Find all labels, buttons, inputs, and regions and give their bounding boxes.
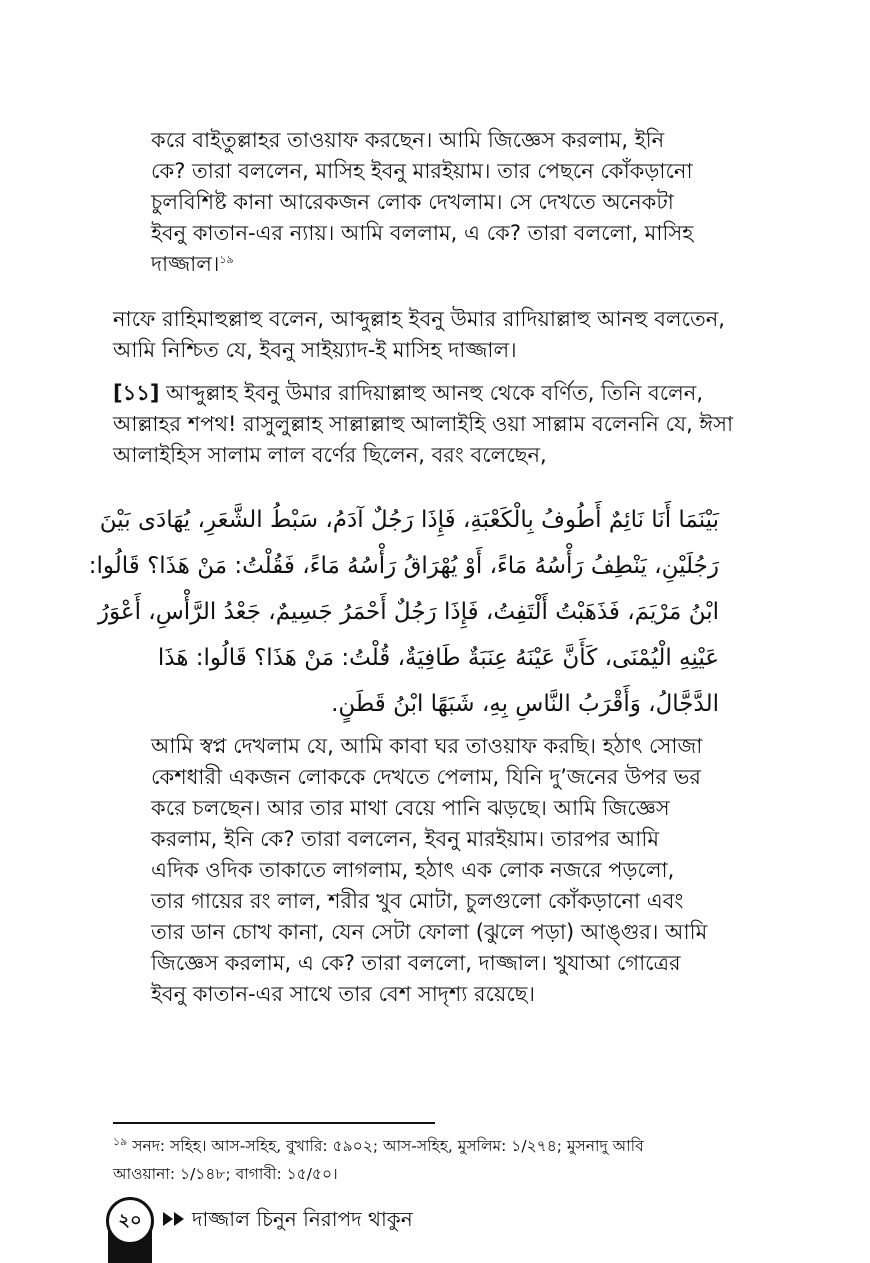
text-line: তার ডান চোখ কানা, যেন সেটা ফোলা (ঝুলে পড়া) আঙ্গুর। আমি	[151, 920, 708, 944]
text-line: তার গায়ের রং লাল, শরীর খুব মোটা, চুলগুলো কোঁকড়ানো এবং	[151, 889, 684, 913]
arabic-hadith-text	[88, 497, 719, 727]
double-chevron-right-icon	[162, 1211, 186, 1227]
text-line: ইবনু কাতান-এর ন্যায়। আমি বললাম, এ কে? তারা বললো, মাসিহ	[151, 221, 694, 245]
text-line: কেশধারী একজন লোককে দেখতে পেলাম, যিনি দু’জনের উপর ভর	[151, 765, 701, 789]
footnote-ref: ১৯	[219, 253, 234, 266]
arabic-line: الدَّجَّالُ، وَأَقْرَبُ النَّاسِ بِهِ، شَبَهًا ابْنُ قَطَنٍ.	[331, 691, 719, 717]
text-line: আল্লাহর শপথ! রাসুলুল্লাহ সাল্লাল্লাহু আলাইহি ওয়া সাল্লাম বলেননি যে, ঈসা	[113, 412, 734, 436]
footnote-line: আওয়ানা: ১/১৪৮; বাগাবী: ১৫/৫০।	[113, 1165, 338, 1183]
arabic-line: رَجُلَيْنِ، يَنْطِفُ رَأْسُهُ مَاءً، أَوْ يُهْرَاقُ رَأْسُهُ مَاءً، فَقُلْتُ: مَنْ هَذَا؟ قَالُوا:	[88, 553, 719, 579]
text-line: এদিক ওদিক তাকাতে লাগলাম, হঠাৎ এক লোক নজরে পড়লো,	[151, 858, 675, 882]
hadith-number: [১১]	[113, 381, 160, 405]
text-line-content: আব্দুল্লাহ ইবনু উমার রাদিয়াল্লাহু আনহু থেকে বর্ণিত, তিনি বলেন,	[159, 381, 704, 405]
footnote-text: সনদ: সহিহ। আস-সহিহ, বুখারি: ৫৯০২; আস-সহিহ, মুসলিম: ১/২৭৪; মুসনাদু আবি	[127, 1137, 644, 1155]
arabic-line: عَيْنِهِ الْيُمْنَى، كَأَنَّ عَيْنَهُ عِنَبَةٌ طَافِيَةٌ، قُلْتُ: مَنْ هَذَا؟ قَالُوا: هَذَا	[157, 645, 719, 671]
narration-paragraph	[113, 304, 759, 366]
quote-translation-1	[151, 125, 719, 280]
footnote-divider	[113, 1122, 435, 1124]
text-line: আলাইহিস সালাম লাল বর্ণের ছিলেন, বরং বলেছেন,	[113, 443, 547, 467]
text-line: নাফে রাহিমাহুল্লাহু বলেন, আব্দুল্লাহ ইবনু উমার রাদিয়াল্লাহু আনহু বলতেন,	[113, 307, 725, 331]
footnote-line	[113, 1132, 763, 1160]
text-line: করে চলছেন। আর তার মাথা বেয়ে পানি ঝড়ছে। আমি জিজ্ঞেস	[151, 796, 670, 820]
page-number: ২০	[118, 1210, 142, 1231]
text-line: করে বাইতুল্লাহর তাওয়াফ করছেন। আমি জিজ্ঞেস করলাম, ইনি	[151, 128, 665, 152]
text-line	[151, 249, 719, 280]
text-line: করলাম, ইনি কে? তারা বললেন, ইবনু মারইয়াম। তারপর আমি	[151, 827, 660, 851]
text-line: জিজ্ঞেস করলাম, এ কে? তারা বললো, দাজ্জাল। খুযাআ গোত্রের	[151, 951, 681, 975]
quote-translation-2	[151, 731, 719, 1010]
text-line: কে? তারা বললেন, মাসিহ ইবনু মারইয়াম। তার পেছনে কোঁকড়ানো	[151, 159, 693, 183]
arabic-line: بَيْنَمَا أَنَا نَائِمٌ أَطُوفُ بِالْكَعْبَةِ، فَإِذَا رَجُلٌ آدَمُ، سَبْطُ الشَّعَرِ، يُهَادَى بَيْنَ	[99, 507, 719, 533]
text-line	[113, 378, 759, 409]
arabic-line: ابْنُ مَرْيَمَ، فَذَهَبْتُ أَلْتَفِتُ، فَإِذَا رَجُلٌ أَحْمَرُ جَسِيمٌ، جَعْدُ الرَّأْسِ، أَعْوَرُ	[97, 599, 719, 625]
hadith-intro-paragraph	[113, 378, 759, 471]
footnote	[113, 1132, 763, 1188]
footnote-marker: ১৯	[113, 1134, 128, 1148]
text-line: আমি স্বপ্ন দেখলাম যে, আমি কাবা ঘর তাওয়াফ করছি। হঠাৎ সোজা	[151, 734, 703, 758]
text-line: চুলবিশিষ্ট কানা আরেকজন লোক দেখলাম। সে দেখতে অনেকটা	[151, 190, 674, 214]
running-title: দাজ্জাল চিনুন নিরাপদ থাকুন	[192, 1207, 413, 1231]
text-line: আমি নিশ্চিত যে, ইবনু সাইয়্যাদ-ই মাসিহ দাজ্জাল।	[113, 338, 517, 362]
text-line: ইবনু কাতান-এর সাথে তার বেশ সাদৃশ্য রয়েছে।	[151, 982, 536, 1006]
text-line-content: দাজ্জাল।	[151, 252, 220, 276]
